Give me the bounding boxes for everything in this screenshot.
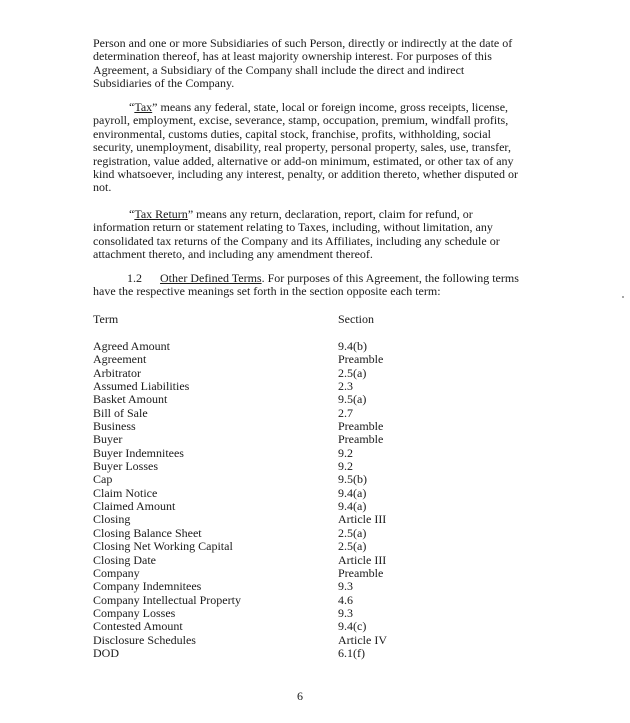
- term-cell: Closing Net Working Capital: [93, 539, 233, 554]
- term-cell: Cap: [93, 472, 113, 487]
- term-cell: Agreed Amount: [93, 339, 170, 353]
- section-cell: 2.5(a): [338, 365, 367, 380]
- table-row: [93, 487, 453, 500]
- section-cell: Article IV: [338, 632, 387, 647]
- tax-return-defined-term: Tax Return: [134, 207, 188, 221]
- table-row: [93, 340, 453, 353]
- section-cell: Article III: [338, 512, 387, 527]
- term-cell: Buyer Indemnitees: [93, 445, 184, 460]
- section-cell: Preamble: [338, 419, 384, 434]
- table-row: [93, 407, 453, 420]
- term-cell: Claim Notice: [93, 485, 158, 500]
- term-cell: Company Losses: [93, 605, 176, 620]
- tax-return-definition-body: ” means any return, declaration, report, claim for refund, or information return or statement relating to Taxes, including, without limitation, any consolidated tax returns of the Company and its Affiliates, including any schedule or attachment thereto, and including any amendment thereof.: [93, 207, 500, 262]
- section-cell: 4.6: [338, 592, 353, 607]
- section-cell: 9.4(a): [338, 485, 367, 500]
- defined-terms-table: [93, 340, 453, 660]
- section-cell: 9.5(b): [338, 472, 367, 487]
- page-number: 6: [297, 689, 303, 703]
- section-cell: Preamble: [338, 352, 384, 367]
- term-cell: DOD: [93, 645, 119, 660]
- section-number: 1.2: [127, 271, 142, 285]
- section-cell: Article III: [338, 552, 387, 567]
- tax-open-quote: “: [129, 100, 135, 114]
- term-cell: Buyer: [93, 432, 123, 447]
- section-title: Other Defined Terms: [160, 271, 262, 285]
- term-cell: Basket Amount: [93, 392, 168, 407]
- table-row: [93, 367, 453, 380]
- term-cell: Disclosure Schedules: [93, 632, 196, 647]
- table-row: [93, 447, 453, 460]
- term-cell: Closing Balance Sheet: [93, 525, 202, 540]
- table-row: [93, 540, 453, 553]
- term-cell: Assumed Liabilities: [93, 379, 190, 394]
- table-row: [93, 393, 453, 406]
- table-row: [93, 554, 453, 567]
- table-row: [93, 513, 453, 526]
- section-cell: Preamble: [338, 565, 384, 580]
- scan-speck: [622, 296, 624, 298]
- section-cell: 2.3: [338, 379, 353, 394]
- section-cell: 9.3: [338, 579, 353, 594]
- section-cell: 6.1(f): [338, 645, 365, 660]
- section-cell: Preamble: [338, 432, 384, 447]
- term-cell: Business: [93, 419, 136, 434]
- table-row: [93, 473, 453, 486]
- table-row: [93, 634, 453, 647]
- section-cell: 2.7: [338, 405, 353, 420]
- table-row: [93, 594, 453, 607]
- term-cell: Agreement: [93, 352, 147, 367]
- section-intro-text: . For purposes of this Agreement, the following terms have the respective meanings set forth in the section opposite each term:: [93, 271, 519, 299]
- section-cell: 2.5(a): [338, 539, 367, 554]
- paragraph-subsidiary-continued: Person and one or more Subsidiaries of such Person, directly or indirectly at the date of determination thereof, has at least majority ownership interest. For purposes of this Agreement, a Subsidiary of the Company shall include the direct and indirect Subsidiaries of the Company.: [93, 36, 513, 91]
- section-cell: 9.4(a): [338, 499, 367, 514]
- tax-definition-body: ” means any federal, state, local or foreign income, gross receipts, license, payroll, employment, excise, severance, stamp, occupation, premium, windfall profits, environmental, customs duties, capital stock, franchise, profits, withholding, social security, unemployment, disability, real property, personal property, sales, use, transfer, registration, value added, alternative or add-on minimum, estimated, or other tax of any kind whatsoever, including any interest, penalty, or addition thereto, whether disputed or not.: [93, 100, 518, 195]
- term-cell: Company: [93, 565, 140, 580]
- tax-defined-term: Tax: [134, 100, 153, 114]
- section-cell: 9.3: [338, 605, 353, 620]
- paragraph-tax-return-definition: [93, 208, 518, 262]
- column-header-section: Section: [338, 312, 374, 326]
- section-cell: 9.4(c): [338, 619, 367, 634]
- table-row: [93, 620, 453, 633]
- table-row: [93, 500, 453, 513]
- section-cell: 9.5(a): [338, 392, 367, 407]
- term-cell: Buyer Losses: [93, 459, 158, 474]
- term-cell: Company Indemnitees: [93, 579, 202, 594]
- table-row: [93, 353, 453, 366]
- table-row: [93, 420, 453, 433]
- table-row: [93, 460, 453, 473]
- term-cell: Closing: [93, 512, 131, 527]
- section-cell: 2.5(a): [338, 525, 367, 540]
- term-cell: Arbitrator: [93, 365, 141, 380]
- section-cell: 9.2: [338, 445, 353, 460]
- term-cell: Closing Date: [93, 552, 156, 567]
- table-row: [93, 433, 453, 446]
- column-header-term: Term: [93, 312, 119, 326]
- term-cell: Claimed Amount: [93, 499, 176, 514]
- table-row: [93, 607, 453, 620]
- term-cell: Bill of Sale: [93, 405, 148, 420]
- paragraph-tax-definition: [93, 101, 518, 195]
- table-row: [93, 527, 453, 540]
- term-cell: Company Intellectual Property: [93, 592, 241, 607]
- table-row: [93, 380, 453, 393]
- section-cell: 9.4(b): [338, 339, 367, 353]
- table-row: [93, 647, 453, 660]
- table-row: [93, 567, 453, 580]
- table-row: [93, 580, 453, 593]
- term-cell: Contested Amount: [93, 619, 183, 634]
- tax-return-open-quote: “: [129, 207, 135, 221]
- section-cell: 9.2: [338, 459, 353, 474]
- section-1-2-heading: [93, 272, 523, 299]
